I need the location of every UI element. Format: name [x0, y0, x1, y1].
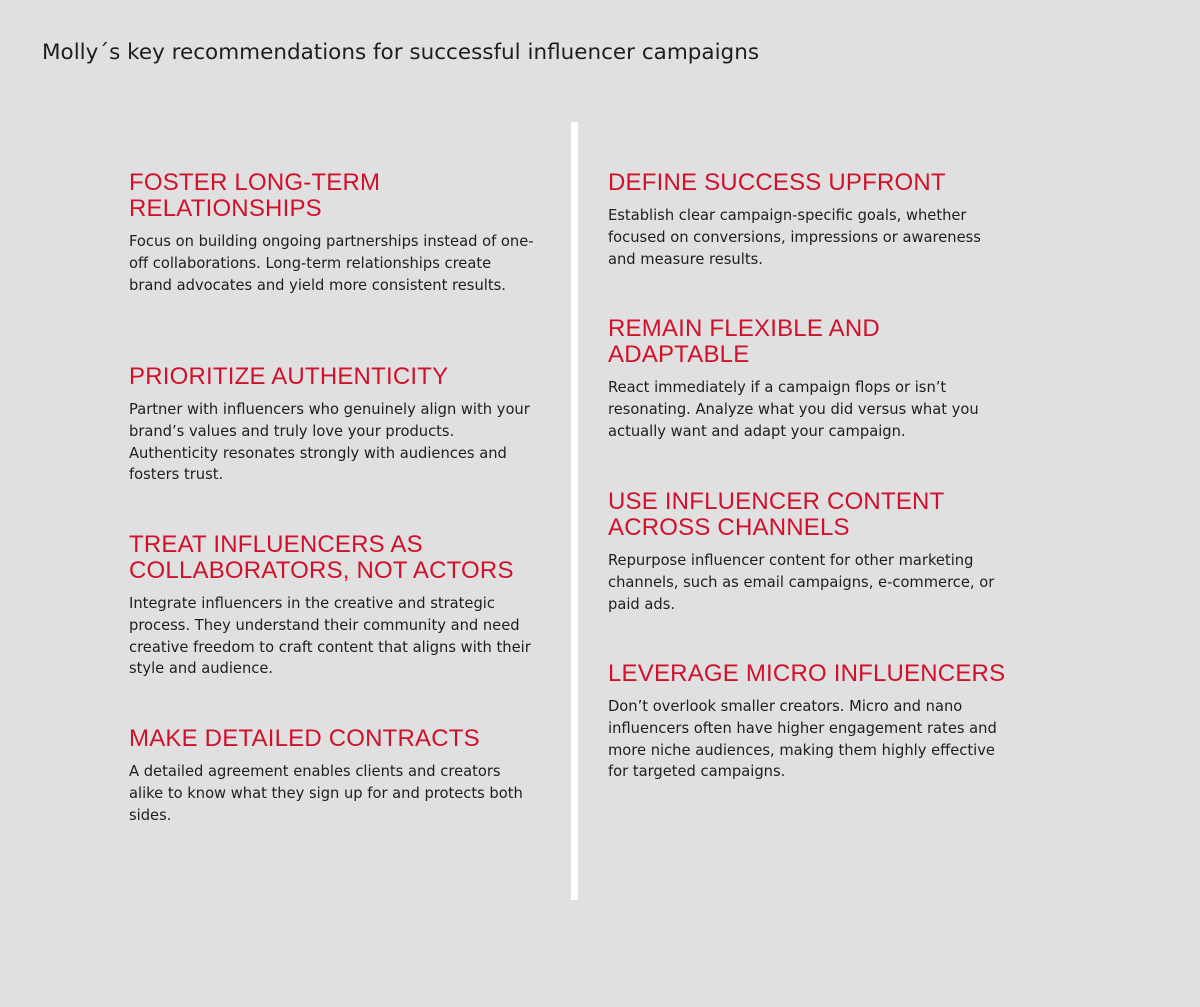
recommendation-body: React immediately if a campaign flops or isn’t resonating. Analyze what you did versus what you actually want and adapt your campaign. [608, 379, 979, 440]
recommendation-heading: MAKE DETAILED CONTRACTS [129, 725, 480, 752]
recommendation-heading: LEVERAGE MICRO INFLUENCERS [608, 660, 1006, 687]
recommendation-heading: DEFINE SUCCESS UPFRONT [608, 169, 946, 196]
recommendation-leverage-micro-influencers [608, 661, 1013, 783]
column-divider [571, 122, 578, 900]
recommendation-heading: TREAT INFLUENCERS AS COLLABORATORS, NOT ACTORS [129, 531, 514, 584]
recommendation-heading: REMAIN FLEXIBLE AND ADAPTABLE [608, 315, 880, 368]
recommendation-remain-flexible-and-adaptable [608, 316, 1013, 442]
recommendation-prioritize-authenticity [129, 364, 534, 486]
recommendation-body: Focus on building ongoing partnerships instead of one-off collaborations. Long-term relationships create brand advocates and yield more consistent results. [129, 233, 534, 294]
recommendation-body: A detailed agreement enables clients and creators alike to know what they sign up for and protects both sides. [129, 763, 523, 824]
recommendation-use-influencer-content-across-channels [608, 489, 1013, 615]
recommendation-heading: USE INFLUENCER CONTENT ACROSS CHANNELS [608, 488, 944, 541]
recommendation-body: Don’t overlook smaller creators. Micro and nano influencers often have higher engagement rates and more niche audiences, making them highly effective for targeted campaigns. [608, 698, 997, 781]
recommendation-treat-influencers-as-collaborators [129, 532, 534, 680]
recommendation-body: Repurpose influencer content for other marketing channels, such as email campaigns, e-commerce, or paid ads. [608, 552, 995, 613]
recommendation-heading: FOSTER LONG-TERM RELATIONSHIPS [129, 169, 381, 222]
recommendation-body: Partner with influencers who genuinely align with your brand’s values and truly love your products. Authenticity resonates strongly with audiences and fosters trust. [129, 401, 530, 484]
recommendation-body: Integrate influencers in the creative and strategic process. They understand their community and need creative freedom to craft content that aligns with their style and audience. [129, 595, 531, 678]
recommendation-body: Establish clear campaign-specific goals, whether focused on conversions, impressions or awareness and measure results. [608, 207, 981, 268]
recommendation-define-success-upfront [608, 170, 1013, 270]
recommendation-heading: PRIORITIZE AUTHENTICITY [129, 363, 449, 390]
page-title: Molly´s key recommendations for successful influencer campaigns [42, 40, 760, 65]
recommendation-foster-long-term-relationships [129, 170, 534, 296]
recommendation-make-detailed-contracts [129, 726, 534, 826]
